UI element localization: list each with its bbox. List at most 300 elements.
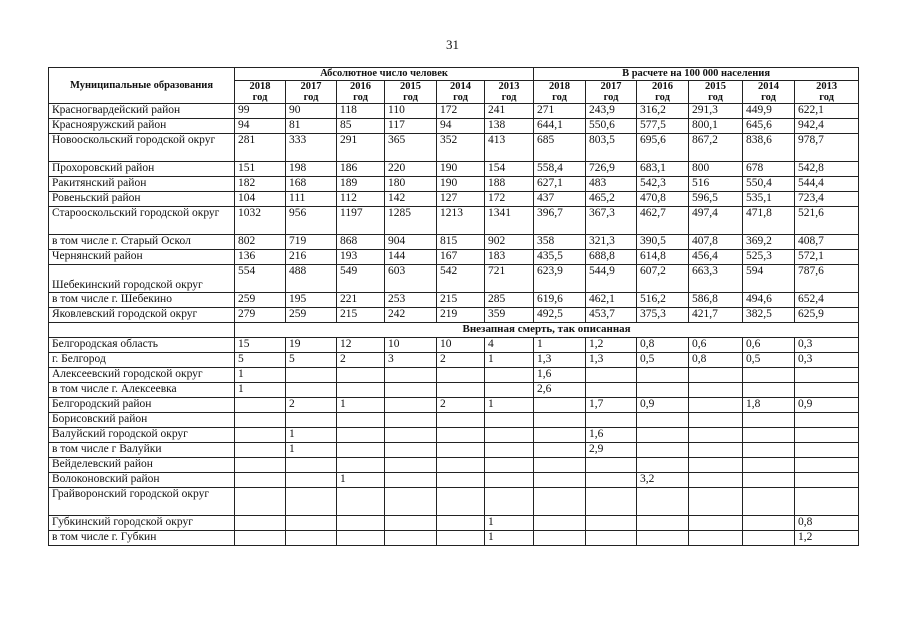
- value-cell: 182: [235, 177, 286, 192]
- value-cell: 492,5: [534, 308, 586, 323]
- value-cell: [795, 458, 859, 473]
- value-cell: [235, 473, 286, 488]
- value-cell: 0,3: [795, 338, 859, 353]
- year-word: год: [453, 92, 468, 104]
- value-cell: [286, 516, 337, 531]
- table-row: [49, 516, 859, 531]
- municipality-name: Шебекинский городской округ: [49, 265, 235, 293]
- municipality-name: Яковлевский городской округ: [49, 308, 235, 323]
- value-cell: [337, 428, 385, 443]
- value-cell: 281: [235, 134, 286, 162]
- value-cell: [689, 398, 743, 413]
- value-cell: [689, 516, 743, 531]
- value-cell: [235, 516, 286, 531]
- municipality-name: Ровеньский район: [49, 192, 235, 207]
- value-cell: 190: [437, 162, 485, 177]
- value-cell: [485, 368, 534, 383]
- year-header: [795, 81, 859, 104]
- value-cell: [637, 443, 689, 458]
- table-row: [49, 383, 859, 398]
- value-cell: [743, 516, 795, 531]
- table-row: [49, 413, 859, 428]
- value-cell: 253: [385, 293, 437, 308]
- table-row: [49, 250, 859, 265]
- value-cell: 483: [586, 177, 637, 192]
- value-cell: 352: [437, 134, 485, 162]
- value-cell: [485, 458, 534, 473]
- value-cell: 1: [534, 338, 586, 353]
- value-cell: [534, 488, 586, 516]
- value-cell: 359: [485, 308, 534, 323]
- value-cell: [586, 383, 637, 398]
- value-cell: 333: [286, 134, 337, 162]
- value-cell: [437, 488, 485, 516]
- value-cell: 12: [337, 338, 385, 353]
- value-cell: 1213: [437, 207, 485, 235]
- value-cell: 1197: [337, 207, 385, 235]
- municipality-name: Алексеевский городской округ: [49, 368, 235, 383]
- value-cell: 525,3: [743, 250, 795, 265]
- value-cell: 645,6: [743, 119, 795, 134]
- value-cell: 544,4: [795, 177, 859, 192]
- value-cell: [337, 488, 385, 516]
- value-cell: 154: [485, 162, 534, 177]
- value-cell: 0,5: [743, 353, 795, 368]
- value-cell: 787,6: [795, 265, 859, 293]
- value-cell: 3: [385, 353, 437, 368]
- value-cell: 449,9: [743, 104, 795, 119]
- value-cell: [485, 413, 534, 428]
- value-cell: [286, 368, 337, 383]
- value-cell: 516: [689, 177, 743, 192]
- value-cell: [534, 531, 586, 546]
- table-row: [49, 458, 859, 473]
- value-cell: [534, 443, 586, 458]
- value-cell: [743, 413, 795, 428]
- value-cell: [795, 383, 859, 398]
- table-row: [49, 368, 859, 383]
- year-word: год: [819, 92, 834, 104]
- table-row: [49, 192, 859, 207]
- value-cell: 542,8: [795, 162, 859, 177]
- value-cell: 10: [385, 338, 437, 353]
- year-word: год: [252, 92, 268, 104]
- value-cell: 180: [385, 177, 437, 192]
- year-word: год: [603, 92, 619, 104]
- municipality-name: Белгородский район: [49, 398, 235, 413]
- value-cell: [385, 473, 437, 488]
- value-cell: 1,3: [534, 353, 586, 368]
- value-cell: [337, 458, 385, 473]
- value-cell: [485, 443, 534, 458]
- value-cell: [437, 413, 485, 428]
- value-cell: 521,6: [795, 207, 859, 235]
- value-cell: 271: [534, 104, 586, 119]
- value-cell: 215: [437, 293, 485, 308]
- value-cell: 10: [437, 338, 485, 353]
- year-word: год: [403, 92, 418, 104]
- value-cell: [795, 428, 859, 443]
- value-cell: 554: [235, 265, 286, 293]
- municipality-name: в том числе г. Шебекино: [49, 293, 235, 308]
- value-cell: 516,2: [637, 293, 689, 308]
- value-cell: 1,8: [743, 398, 795, 413]
- value-cell: [586, 488, 637, 516]
- value-cell: 453,7: [586, 308, 637, 323]
- year-label: 2017: [300, 81, 322, 92]
- value-cell: 978,7: [795, 134, 859, 162]
- value-cell: 1: [485, 531, 534, 546]
- value-cell: [235, 428, 286, 443]
- value-cell: 1: [337, 473, 385, 488]
- value-cell: 110: [385, 104, 437, 119]
- value-cell: 0,8: [637, 338, 689, 353]
- table-row: [49, 488, 859, 516]
- value-cell: [795, 488, 859, 516]
- value-cell: 90: [286, 104, 337, 119]
- municipality-name: Грайворонский городской округ: [49, 488, 235, 516]
- value-cell: [637, 458, 689, 473]
- value-cell: [689, 428, 743, 443]
- value-cell: [637, 516, 689, 531]
- value-cell: 1341: [485, 207, 534, 235]
- value-cell: 151: [235, 162, 286, 177]
- value-cell: [795, 473, 859, 488]
- value-cell: 413: [485, 134, 534, 162]
- value-cell: 594: [743, 265, 795, 293]
- value-cell: 2,9: [586, 443, 637, 458]
- year-header: [337, 81, 385, 104]
- value-cell: 390,5: [637, 235, 689, 250]
- value-cell: 1,6: [534, 368, 586, 383]
- year-header: [637, 81, 689, 104]
- value-cell: 321,3: [586, 235, 637, 250]
- value-cell: 904: [385, 235, 437, 250]
- table-row: [49, 177, 859, 192]
- value-cell: 1: [485, 353, 534, 368]
- value-cell: 577,5: [637, 119, 689, 134]
- value-cell: 652,4: [795, 293, 859, 308]
- table-row: [49, 398, 859, 413]
- value-cell: [743, 473, 795, 488]
- value-cell: 1,2: [795, 531, 859, 546]
- table-row: [49, 338, 859, 353]
- value-cell: [337, 516, 385, 531]
- value-cell: 1: [235, 368, 286, 383]
- value-cell: [743, 531, 795, 546]
- value-cell: [337, 413, 385, 428]
- value-cell: 494,6: [743, 293, 795, 308]
- value-cell: [637, 383, 689, 398]
- value-cell: 942,4: [795, 119, 859, 134]
- table-row: [49, 265, 859, 293]
- municipality-name: Белгородская область: [49, 338, 235, 353]
- value-cell: 723,4: [795, 192, 859, 207]
- municipality-name: Старооскольский городской округ: [49, 207, 235, 235]
- year-header: [743, 81, 795, 104]
- value-cell: 19: [286, 338, 337, 353]
- value-cell: 663,3: [689, 265, 743, 293]
- value-cell: 188: [485, 177, 534, 192]
- value-cell: 719: [286, 235, 337, 250]
- value-cell: 193: [337, 250, 385, 265]
- value-cell: 396,7: [534, 207, 586, 235]
- value-cell: [385, 383, 437, 398]
- table-row: [49, 293, 859, 308]
- value-cell: [586, 531, 637, 546]
- value-cell: [743, 428, 795, 443]
- value-cell: [743, 458, 795, 473]
- value-cell: 2,6: [534, 383, 586, 398]
- value-cell: 544,9: [586, 265, 637, 293]
- value-cell: [689, 531, 743, 546]
- year-label: 2014: [450, 81, 471, 92]
- value-cell: 382,5: [743, 308, 795, 323]
- value-cell: 726,9: [586, 162, 637, 177]
- value-cell: [385, 516, 437, 531]
- value-cell: [689, 443, 743, 458]
- value-cell: 1,7: [586, 398, 637, 413]
- municipality-name: Борисовский район: [49, 413, 235, 428]
- municipality-name: Вейделевский район: [49, 458, 235, 473]
- municipality-name: в том числе г. Губкин: [49, 531, 235, 546]
- value-cell: 242: [385, 308, 437, 323]
- year-header: [485, 81, 534, 104]
- value-cell: 1: [485, 398, 534, 413]
- value-cell: 111: [286, 192, 337, 207]
- value-cell: 437: [534, 192, 586, 207]
- value-cell: [437, 443, 485, 458]
- year-word: год: [761, 92, 776, 104]
- municipal-header: Муниципальные образования: [49, 68, 235, 104]
- value-cell: 138: [485, 119, 534, 134]
- value-cell: 627,1: [534, 177, 586, 192]
- value-cell: 408,7: [795, 235, 859, 250]
- value-cell: 85: [337, 119, 385, 134]
- value-cell: [437, 516, 485, 531]
- value-cell: [337, 368, 385, 383]
- value-cell: [795, 443, 859, 458]
- value-cell: 462,1: [586, 293, 637, 308]
- value-cell: 369,2: [743, 235, 795, 250]
- value-cell: 3,2: [637, 473, 689, 488]
- value-cell: [689, 368, 743, 383]
- value-cell: [534, 413, 586, 428]
- value-cell: 167: [437, 250, 485, 265]
- value-cell: [235, 458, 286, 473]
- municipality-name: Краснояружский район: [49, 119, 235, 134]
- value-cell: 142: [385, 192, 437, 207]
- value-cell: 586,8: [689, 293, 743, 308]
- value-cell: [689, 488, 743, 516]
- value-cell: 619,6: [534, 293, 586, 308]
- value-cell: 549: [337, 265, 385, 293]
- value-cell: 94: [235, 119, 286, 134]
- year-word: год: [655, 92, 670, 104]
- value-cell: 1: [485, 516, 534, 531]
- year-label: 2013: [498, 81, 520, 92]
- value-cell: 435,5: [534, 250, 586, 265]
- section-blank-cell: [49, 323, 235, 338]
- year-word: год: [708, 92, 723, 104]
- value-cell: [286, 383, 337, 398]
- value-cell: 220: [385, 162, 437, 177]
- year-header: [286, 81, 337, 104]
- value-cell: 558,4: [534, 162, 586, 177]
- value-cell: 358: [534, 235, 586, 250]
- value-cell: 2: [437, 353, 485, 368]
- value-cell: [385, 488, 437, 516]
- value-cell: 243,9: [586, 104, 637, 119]
- value-cell: [286, 531, 337, 546]
- section-row: [49, 323, 859, 338]
- value-cell: 471,8: [743, 207, 795, 235]
- value-cell: [437, 383, 485, 398]
- value-cell: [637, 368, 689, 383]
- value-cell: 2: [337, 353, 385, 368]
- value-cell: 1: [337, 398, 385, 413]
- year-label: 2013: [816, 81, 838, 92]
- value-cell: 241: [485, 104, 534, 119]
- value-cell: [385, 458, 437, 473]
- value-cell: [286, 458, 337, 473]
- year-label: 2016: [652, 81, 674, 92]
- section-title: Внезапная смерть, так описанная: [235, 323, 859, 338]
- value-cell: 1: [235, 383, 286, 398]
- value-cell: 542,3: [637, 177, 689, 192]
- value-cell: 285: [485, 293, 534, 308]
- value-cell: [586, 413, 637, 428]
- value-cell: [337, 443, 385, 458]
- value-cell: 1: [286, 428, 337, 443]
- value-cell: 279: [235, 308, 286, 323]
- value-cell: 0,5: [637, 353, 689, 368]
- value-cell: 127: [437, 192, 485, 207]
- value-cell: [485, 428, 534, 443]
- table-row: [49, 353, 859, 368]
- value-cell: [637, 428, 689, 443]
- value-cell: 215: [337, 308, 385, 323]
- value-cell: 136: [235, 250, 286, 265]
- value-cell: 216: [286, 250, 337, 265]
- year-header: [437, 81, 485, 104]
- year-label: 2014: [758, 81, 780, 92]
- year-header: [586, 81, 637, 104]
- value-cell: 112: [337, 192, 385, 207]
- value-cell: 375,3: [637, 308, 689, 323]
- value-cell: 685: [534, 134, 586, 162]
- value-cell: 2: [437, 398, 485, 413]
- value-cell: 5: [286, 353, 337, 368]
- value-cell: [534, 473, 586, 488]
- value-cell: 614,8: [637, 250, 689, 265]
- value-cell: 316,2: [637, 104, 689, 119]
- value-cell: 596,5: [689, 192, 743, 207]
- value-cell: [385, 398, 437, 413]
- municipality-name: Чернянский район: [49, 250, 235, 265]
- value-cell: 644,1: [534, 119, 586, 134]
- table-row: [49, 162, 859, 177]
- value-cell: [437, 368, 485, 383]
- value-cell: 117: [385, 119, 437, 134]
- value-cell: 172: [437, 104, 485, 119]
- value-cell: 365: [385, 134, 437, 162]
- per100k-group-header: В расчете на 100 000 населения: [534, 68, 859, 81]
- value-cell: [689, 458, 743, 473]
- value-cell: 721: [485, 265, 534, 293]
- value-cell: 688,8: [586, 250, 637, 265]
- value-cell: 678: [743, 162, 795, 177]
- value-cell: 190: [437, 177, 485, 192]
- value-cell: [534, 428, 586, 443]
- value-cell: 172: [485, 192, 534, 207]
- value-cell: 0,3: [795, 353, 859, 368]
- value-cell: 259: [235, 293, 286, 308]
- value-cell: 99: [235, 104, 286, 119]
- value-cell: 542: [437, 265, 485, 293]
- value-cell: [586, 368, 637, 383]
- value-cell: 0,8: [689, 353, 743, 368]
- value-cell: 802: [235, 235, 286, 250]
- value-cell: 497,4: [689, 207, 743, 235]
- table-row: [49, 235, 859, 250]
- value-cell: 407,8: [689, 235, 743, 250]
- value-cell: 168: [286, 177, 337, 192]
- value-cell: 800: [689, 162, 743, 177]
- municipality-name: Новооскольский городской округ: [49, 134, 235, 162]
- page-number: 31: [446, 37, 459, 52]
- value-cell: [235, 398, 286, 413]
- value-cell: [385, 368, 437, 383]
- year-word: год: [353, 92, 368, 104]
- municipality-name: Прохоровский район: [49, 162, 235, 177]
- year-label: 2017: [600, 81, 622, 92]
- value-cell: 81: [286, 119, 337, 134]
- value-cell: [385, 413, 437, 428]
- value-cell: [286, 413, 337, 428]
- year-word: год: [303, 92, 319, 104]
- value-cell: [637, 531, 689, 546]
- value-cell: [689, 413, 743, 428]
- value-cell: 465,2: [586, 192, 637, 207]
- municipality-name: в том числе г. Алексеевка: [49, 383, 235, 398]
- value-cell: [286, 488, 337, 516]
- value-cell: [534, 458, 586, 473]
- value-cell: [235, 413, 286, 428]
- value-cell: 1032: [235, 207, 286, 235]
- value-cell: [437, 473, 485, 488]
- year-header: [534, 81, 586, 104]
- value-cell: [795, 368, 859, 383]
- value-cell: 902: [485, 235, 534, 250]
- value-cell: 367,3: [586, 207, 637, 235]
- value-cell: 0,6: [743, 338, 795, 353]
- value-cell: 868: [337, 235, 385, 250]
- value-cell: [743, 368, 795, 383]
- statistics-table-frame: [48, 67, 858, 593]
- table-row: [49, 531, 859, 546]
- value-cell: 550,6: [586, 119, 637, 134]
- value-cell: [337, 531, 385, 546]
- value-cell: [795, 413, 859, 428]
- value-cell: 956: [286, 207, 337, 235]
- value-cell: 572,1: [795, 250, 859, 265]
- table-row: [49, 443, 859, 458]
- value-cell: 1,6: [586, 428, 637, 443]
- value-cell: [586, 458, 637, 473]
- value-cell: 198: [286, 162, 337, 177]
- value-cell: [437, 531, 485, 546]
